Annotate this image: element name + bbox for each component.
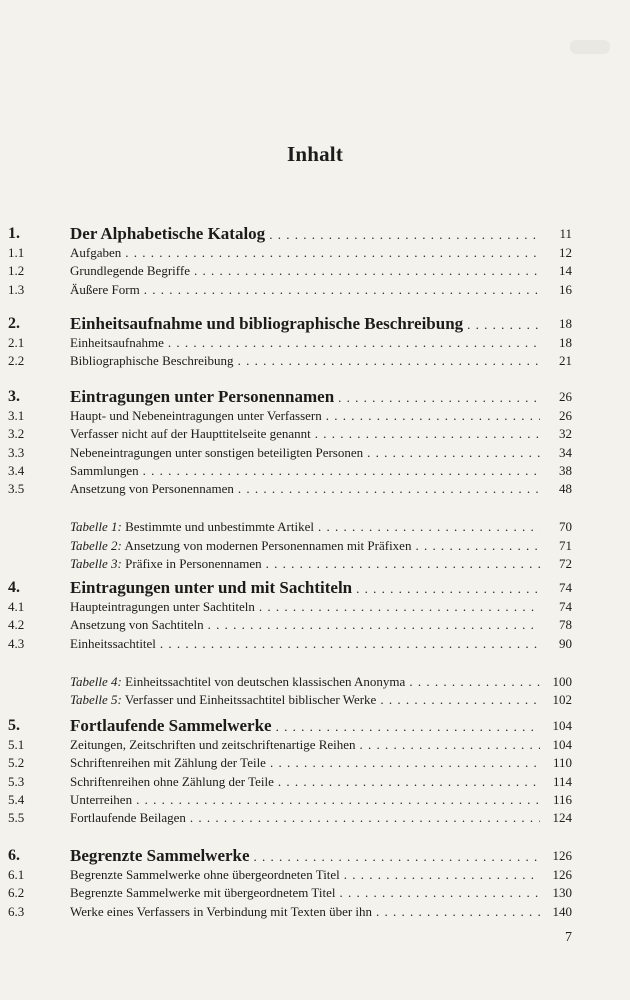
chapter-number: 2. (8, 315, 20, 332)
toc-entry-row[interactable] (0, 444, 630, 462)
toc-entry-row[interactable] (0, 334, 630, 352)
entry-title: Haupteintragungen unter Sachtiteln . . . (70, 598, 540, 616)
chapter-page: 74 (559, 580, 572, 595)
entry-title: Nebeneintragungen unter sonstigen beteiligten Personen . . . (70, 444, 540, 462)
entry-number: 6.2 (8, 885, 25, 900)
entry-number: 3.5 (8, 481, 25, 496)
entry-title: Begrenzte Sammelwerke mit übergeordnetem Titel . . . (70, 884, 540, 902)
entry-page: 34 (559, 445, 572, 460)
chapter-title: Einheitsaufnahme und bibliographische Beschreibung . . . (70, 312, 540, 337)
entry-page: 48 (559, 481, 572, 496)
entry-number: 1.2 (8, 263, 25, 278)
entry-page: 38 (559, 463, 572, 478)
toc-chapter-row[interactable] (0, 714, 630, 738)
toc-entry-row[interactable] (0, 809, 630, 827)
chapter-number: 6. (8, 847, 20, 864)
entry-number: 3.2 (8, 426, 25, 441)
entry-title: Ansetzung von Sachtiteln . . . (70, 616, 540, 634)
table-title: Ansetzung von modernen Personennamen mit Präfixen (124, 538, 412, 553)
toc-chapter-row[interactable] (0, 576, 630, 600)
entry-page: 32 (559, 426, 572, 441)
entry-title: Schriftenreihen mit Zählung der Teile . . . (70, 754, 540, 772)
entry-page: 124 (552, 810, 572, 825)
table-page: 102 (552, 692, 572, 707)
entry-page: 140 (552, 904, 572, 919)
chapter-title: Eintragungen unter Personennamen . . . (70, 385, 540, 410)
table-label: Tabelle 2: (70, 538, 122, 553)
entry-title: Sammlungen . . . (70, 462, 540, 480)
entry-title: Begrenzte Sammelwerke ohne übergeordneten Titel . . . (70, 866, 540, 884)
entry-title: Grundlegende Begriffe . . . (70, 262, 540, 280)
toc-entry-row[interactable] (0, 616, 630, 634)
toc-entry-row[interactable] (0, 773, 630, 791)
entry-page: 90 (559, 636, 572, 651)
toc-table-row[interactable] (0, 518, 630, 536)
entry-title: Einheitssachtitel . . . (70, 635, 540, 653)
toc-entry-row[interactable] (0, 635, 630, 653)
entry-page: 114 (552, 774, 572, 789)
page-number: 7 (565, 930, 572, 945)
table-entry-title (70, 673, 540, 691)
toc-entry-row[interactable] (0, 462, 630, 480)
entry-title: Zeitungen, Zeitschriften und zeitschriftenartige Reihen . . . (70, 736, 540, 754)
table-page: 71 (559, 538, 572, 553)
entry-page: 130 (552, 885, 572, 900)
chapter-title: Fortlaufende Sammelwerke . . . (70, 714, 540, 739)
toc-entry-row[interactable] (0, 791, 630, 809)
entry-number: 2.1 (8, 335, 25, 350)
entry-number: 5.1 (8, 737, 25, 752)
entry-title: Äußere Form . . . (70, 281, 540, 299)
entry-title: Werke eines Verfassers in Verbindung mit Texten über ihn . . . (70, 903, 540, 921)
entry-page: 116 (552, 792, 572, 807)
table-title: Einheitssachtitel von deutschen klassischen Anonyma (125, 674, 406, 689)
chapter-title: Der Alphabetische Katalog . . . (70, 222, 540, 247)
chapter-number: 3. (8, 388, 20, 405)
entry-page: 74 (559, 599, 572, 614)
toc-chapter-row[interactable] (0, 385, 630, 409)
table-title: Bestimmte und unbestimmte Artikel (125, 519, 314, 534)
entry-number: 2.2 (8, 353, 25, 368)
toc-table-row[interactable] (0, 537, 630, 555)
page-title: Inhalt (286, 142, 344, 166)
entry-number: 1.3 (8, 282, 25, 297)
toc-table-row[interactable] (0, 555, 630, 573)
table-entry-title (70, 555, 540, 573)
toc-entry-row[interactable] (0, 903, 630, 921)
table-label: Tabelle 5: (70, 692, 122, 707)
chapter-page: 18 (559, 316, 572, 331)
entry-title: Haupt- und Nebeneintragungen unter Verfassern . . . (70, 407, 540, 425)
table-label: Tabelle 1: (70, 519, 122, 534)
toc-table-row[interactable] (0, 691, 630, 709)
entry-number: 3.4 (8, 463, 25, 478)
toc-entry-row[interactable] (0, 262, 630, 280)
table-page: 70 (559, 519, 572, 534)
entry-number: 4.2 (8, 617, 25, 632)
toc-entry-row[interactable] (0, 754, 630, 772)
entry-number: 5.4 (8, 792, 25, 807)
page-smudge (570, 40, 610, 54)
entry-number: 3.3 (8, 445, 25, 460)
entry-page: 14 (559, 263, 572, 278)
table-label: Tabelle 4: (70, 674, 122, 689)
entry-page: 18 (559, 335, 572, 350)
entry-number: 5.5 (8, 810, 25, 825)
table-label: Tabelle 3: (70, 556, 122, 571)
entry-title: Fortlaufende Beilagen . . . (70, 809, 540, 827)
chapter-title: Eintragungen unter und mit Sachtiteln . . . (70, 576, 540, 601)
chapter-page: 11 (559, 226, 572, 241)
toc-entry-row[interactable] (0, 352, 630, 370)
table-page: 72 (559, 556, 572, 571)
chapter-number: 4. (8, 579, 20, 596)
entry-page: 78 (559, 617, 572, 632)
entry-title: Unterreihen . . . (70, 791, 540, 809)
entry-title: Schriftenreihen ohne Zählung der Teile . . . (70, 773, 540, 791)
entry-page: 12 (559, 245, 572, 260)
entry-title: Aufgaben . . . (70, 244, 540, 262)
entry-page: 110 (552, 755, 572, 770)
entry-number: 6.3 (8, 904, 25, 919)
table-entry-title (70, 691, 540, 709)
toc-table-row[interactable] (0, 673, 630, 691)
toc-chapter-row[interactable] (0, 844, 630, 868)
table-title: Präfixe in Personennamen (125, 556, 262, 571)
toc-chapter-row[interactable] (0, 312, 630, 336)
table-entry-title (70, 537, 540, 555)
entry-number: 1.1 (8, 245, 25, 260)
entry-title: Einheitsaufnahme . . . (70, 334, 540, 352)
entry-title: Verfasser nicht auf der Haupttitelseite genannt . . . (70, 425, 540, 443)
toc-entry-row[interactable] (0, 884, 630, 902)
entry-number: 5.2 (8, 755, 25, 770)
entry-number: 4.1 (8, 599, 25, 614)
chapter-page: 26 (559, 389, 572, 404)
chapter-title: Begrenzte Sammelwerke . . . (70, 844, 540, 869)
chapter-page: 104 (552, 718, 572, 733)
chapter-number: 5. (8, 717, 20, 734)
entry-number: 6.1 (8, 867, 25, 882)
toc-entry-row[interactable] (0, 281, 630, 299)
toc-entry-row[interactable] (0, 866, 630, 884)
entry-number: 4.3 (8, 636, 25, 651)
entry-page: 21 (559, 353, 572, 368)
entry-title: Bibliographische Beschreibung . . . (70, 352, 540, 370)
toc-entry-row[interactable] (0, 407, 630, 425)
entry-number: 3.1 (8, 408, 25, 423)
entry-number: 5.3 (8, 774, 25, 789)
toc-entry-row[interactable] (0, 425, 630, 443)
toc-entry-row[interactable] (0, 598, 630, 616)
chapter-page: 126 (552, 848, 572, 863)
toc-chapter-row[interactable] (0, 222, 630, 246)
entry-title: Ansetzung von Personennamen . . . (70, 480, 540, 498)
table-page: 100 (552, 674, 572, 689)
chapter-number: 1. (8, 225, 20, 242)
toc-entry-row[interactable] (0, 244, 630, 262)
toc-entry-row[interactable] (0, 480, 630, 498)
entry-page: 16 (559, 282, 572, 297)
entry-page: 104 (552, 737, 572, 752)
toc-entry-row[interactable] (0, 736, 630, 754)
entry-page: 126 (552, 867, 572, 882)
table-title: Verfasser und Einheitssachtitel biblischer Werke (124, 692, 377, 707)
table-entry-title (70, 518, 540, 536)
entry-page: 26 (559, 408, 572, 423)
